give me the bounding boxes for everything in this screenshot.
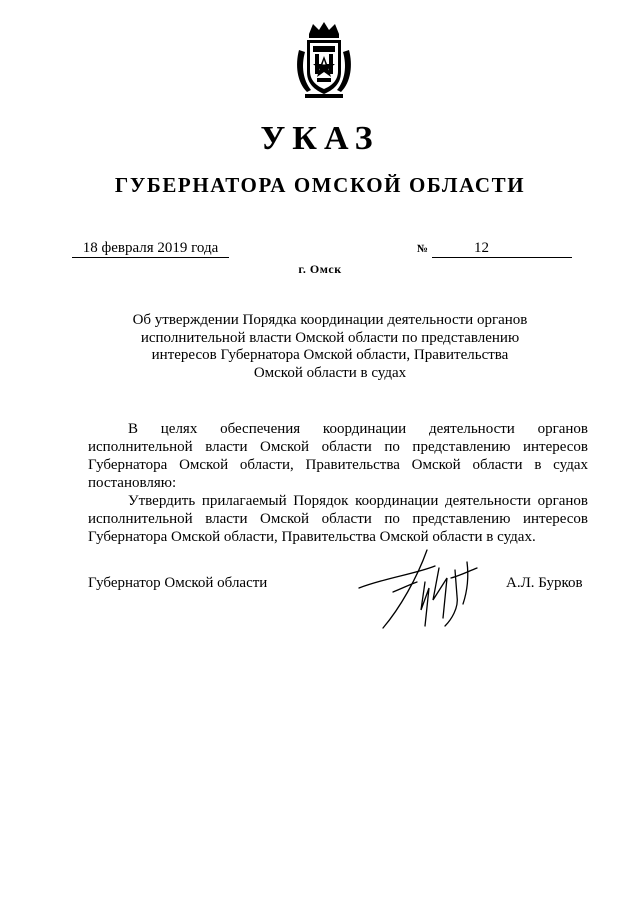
document-number: 12 bbox=[474, 240, 489, 256]
document-type-title: УКАЗ bbox=[260, 120, 380, 157]
subject-line: исполнительной власти Омской области по представлению bbox=[140, 329, 520, 346]
subject-line: Омской области в судах bbox=[253, 364, 407, 381]
city-of-issue: г. Омск bbox=[298, 262, 342, 276]
signatory-name: А.Л. Бурков bbox=[506, 575, 583, 591]
subject-line: интересов Губернатора Омской области, Правительства bbox=[151, 347, 509, 363]
issuing-authority: ГУБЕРНАТОРА ОМСКОЙ ОБЛАСТИ bbox=[114, 173, 526, 197]
signatory-title: Губернатор Омской области bbox=[88, 575, 268, 591]
handwritten-signature-icon bbox=[355, 548, 495, 630]
body-paragraph: Утвердить прилагаемый Порядок координации деятельности органов исполнительной власти Омской области по представлению интересов Губернатора Омской области, Правительства Омской области в судах. bbox=[88, 493, 588, 545]
document-date: 18 февраля 2019 года bbox=[72, 240, 229, 258]
document-number-line bbox=[432, 240, 572, 258]
document-subject bbox=[120, 312, 540, 382]
omsk-coat-of-arms-icon bbox=[293, 20, 355, 100]
number-sign: № bbox=[417, 243, 429, 255]
subject-line: Об утверждении Порядка координации деятельности органов bbox=[132, 312, 528, 328]
body-paragraph: В целях обеспечения координации деятельности органов исполнительной власти Омской области по представлению интересов Губернатора Омской области, Правительства Омской области в судах постановляю: bbox=[88, 421, 588, 491]
document-body bbox=[88, 420, 588, 546]
